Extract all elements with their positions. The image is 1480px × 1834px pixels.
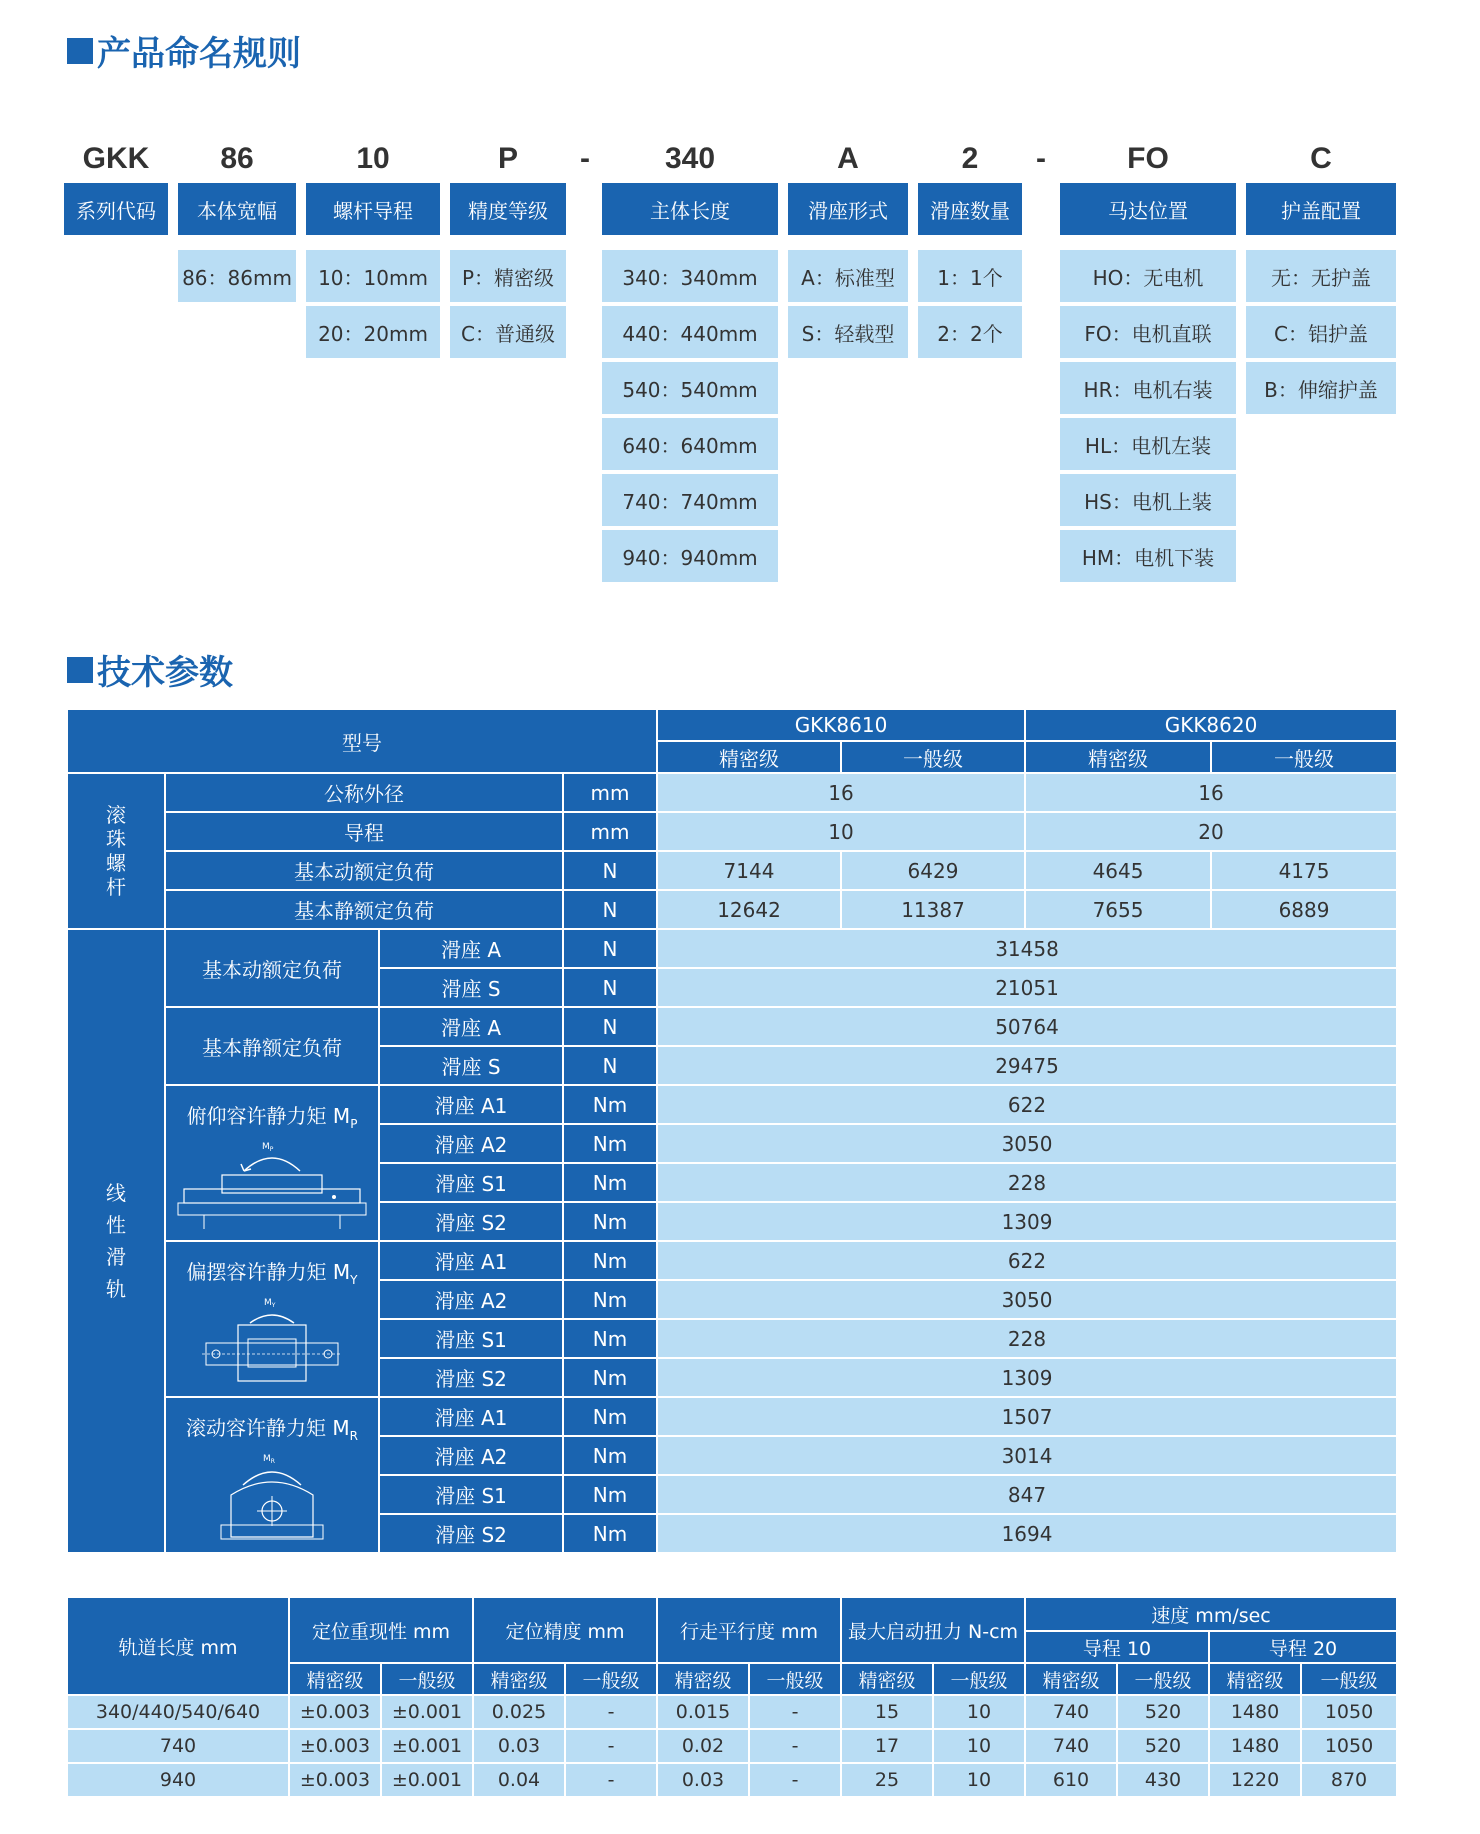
option-motor: HR：电机右装	[1060, 362, 1236, 414]
cell: 1050	[1301, 1729, 1397, 1763]
cell: 0.025	[473, 1695, 565, 1729]
code-lead: 10	[356, 142, 390, 175]
slider-name: 滑座 A2	[379, 1124, 563, 1163]
cell: ±0.001	[381, 1695, 473, 1729]
unit: Nm	[563, 1397, 657, 1436]
option-motor: HS：电机上装	[1060, 474, 1236, 526]
slider-name: 滑座 A2	[379, 1436, 563, 1475]
option-slider-type: S：轻载型	[788, 306, 908, 358]
header-precision: 精度等级	[450, 183, 566, 235]
cell: 15	[841, 1695, 933, 1729]
screw-row-value: 4175	[1211, 851, 1397, 890]
grade-precise: 精密级	[1025, 1663, 1117, 1695]
value: 1507	[657, 1397, 1397, 1436]
value: 228	[657, 1319, 1397, 1358]
screw-row-value: 6889	[1211, 890, 1397, 929]
slider-name: 滑座 S1	[379, 1319, 563, 1358]
roll-moment-diagram-icon	[217, 1449, 327, 1549]
option-length: 340：340mm	[602, 250, 778, 302]
pitch-moment-diagram-icon	[174, 1137, 370, 1237]
cell: 430	[1117, 1763, 1209, 1797]
option-precision: C：普通级	[450, 306, 566, 358]
grade-normal: 一般级	[1117, 1663, 1209, 1695]
value: 3050	[657, 1280, 1397, 1319]
square-bullet-icon	[67, 38, 93, 64]
code-width: 86	[220, 142, 254, 175]
yaw-moment-cell	[165, 1241, 379, 1397]
grade-precise: 精密级	[473, 1663, 565, 1695]
grade-normal: 一般级	[1301, 1663, 1397, 1695]
torque-header: 最大启动扭力 N-cm	[841, 1597, 1025, 1663]
grade-precise: 精密级	[657, 1663, 749, 1695]
screw-row-name: 导程	[165, 812, 563, 851]
option-motor: HO：无电机	[1060, 250, 1236, 302]
value: 228	[657, 1163, 1397, 1202]
slider-name: 滑座 A1	[379, 1397, 563, 1436]
yaw-moment-diagram-icon	[202, 1293, 342, 1393]
rail-length-header: 轨道长度 mm	[67, 1597, 289, 1695]
header-width: 本体宽幅	[178, 183, 296, 235]
pitch-moment-cell	[165, 1085, 379, 1241]
value: 21051	[657, 968, 1397, 1007]
screw-row-value: 20	[1025, 812, 1397, 851]
value: 1309	[657, 1358, 1397, 1397]
table-row	[67, 1763, 1397, 1797]
ballscrew-label: 滚珠螺杆	[67, 773, 165, 929]
cell: ±0.003	[289, 1729, 381, 1763]
grade-precise: 精密级	[657, 741, 841, 773]
accuracy-header: 定位精度 mm	[473, 1597, 657, 1663]
unit: N	[563, 1046, 657, 1085]
cell: -	[565, 1729, 657, 1763]
svg-text:MY: $M_Y$	[264, 1298, 276, 1309]
option-motor: FO：电机直联	[1060, 306, 1236, 358]
value: 847	[657, 1475, 1397, 1514]
unit: N	[563, 1007, 657, 1046]
cell: 1480	[1209, 1729, 1301, 1763]
repeatability-header: 定位重现性 mm	[289, 1597, 473, 1663]
option-length: 440：440mm	[602, 306, 778, 358]
cell: 10	[933, 1695, 1025, 1729]
slider-name: 滑座 A2	[379, 1280, 563, 1319]
yaw-moment-label: 偏摆容许静力矩 $M_Y$	[186, 1260, 358, 1287]
cell: 0.03	[657, 1763, 749, 1797]
cell: ±0.003	[289, 1763, 381, 1797]
slider-name: 滑座 S2	[379, 1514, 563, 1553]
lead10-header: 导程 10	[1025, 1631, 1209, 1663]
lead20-header: 导程 20	[1209, 1631, 1397, 1663]
option-cover: 无：无护盖	[1246, 250, 1396, 302]
cell: 0.04	[473, 1763, 565, 1797]
unit: Nm	[563, 1280, 657, 1319]
header-cover: 护盖配置	[1246, 183, 1396, 235]
slider-name: 滑座 S1	[379, 1163, 563, 1202]
code-series: GKK	[82, 142, 150, 175]
cell: 10	[933, 1763, 1025, 1797]
cell: ±0.001	[381, 1763, 473, 1797]
speed-header: 速度 mm/sec	[1025, 1597, 1397, 1631]
cell: 1050	[1301, 1695, 1397, 1729]
slider-name: 滑座 S	[379, 1046, 563, 1085]
screw-row-value: 16	[657, 773, 1025, 812]
cell: 870	[1301, 1763, 1397, 1797]
grade-precise: 精密级	[1209, 1663, 1301, 1695]
option-width: 86：86mm	[178, 250, 296, 302]
unit: Nm	[563, 1475, 657, 1514]
option-cover: B：伸缩护盖	[1246, 362, 1396, 414]
cell: 610	[1025, 1763, 1117, 1797]
table-row	[67, 1729, 1397, 1763]
option-length: 940：940mm	[602, 530, 778, 582]
static-load-label: 基本静额定负荷	[165, 1007, 379, 1085]
option-length: 640：640mm	[602, 418, 778, 470]
slider-name: 滑座 A1	[379, 1085, 563, 1124]
unit: N	[563, 968, 657, 1007]
cell: 0.03	[473, 1729, 565, 1763]
value: 50764	[657, 1007, 1397, 1046]
screw-row-name: 基本静额定负荷	[165, 890, 563, 929]
screw-row-value: 16	[1025, 773, 1397, 812]
unit: Nm	[563, 1436, 657, 1475]
option-motor: HM：电机下装	[1060, 530, 1236, 582]
cell: ±0.003	[289, 1695, 381, 1729]
svg-text:MP: $M_P$	[262, 1142, 274, 1153]
code-slider-qty: 2	[961, 142, 979, 175]
value: 622	[657, 1085, 1397, 1124]
screw-row-value: 11387	[841, 890, 1025, 929]
grade-normal: 一般级	[841, 741, 1025, 773]
option-motor: HL：电机左装	[1060, 418, 1236, 470]
cell: 25	[841, 1763, 933, 1797]
code-dash: -	[1036, 142, 1046, 175]
screw-row-value: 7655	[1025, 890, 1211, 929]
screw-row-name: 基本动额定负荷	[165, 851, 563, 890]
cell: -	[749, 1729, 841, 1763]
cell: ±0.001	[381, 1729, 473, 1763]
cell: 1480	[1209, 1695, 1301, 1729]
value: 31458	[657, 929, 1397, 968]
grade-precise: 精密级	[289, 1663, 381, 1695]
square-bullet-icon	[67, 657, 93, 683]
grade-normal: 一般级	[749, 1663, 841, 1695]
unit: N	[563, 929, 657, 968]
header-series: 系列代码	[64, 183, 168, 235]
slider-name: 滑座 A1	[379, 1241, 563, 1280]
header-lead: 螺杆导程	[306, 183, 440, 235]
value: 3014	[657, 1436, 1397, 1475]
screw-row-unit: mm	[563, 812, 657, 851]
unit: Nm	[563, 1319, 657, 1358]
code-slider-type: A	[837, 142, 859, 175]
option-slider-qty: 1：1个	[918, 250, 1022, 302]
screw-row-unit: N	[563, 851, 657, 890]
cell: -	[565, 1695, 657, 1729]
model-gkk8610: GKK8610	[657, 709, 1025, 741]
option-slider-type: A：标准型	[788, 250, 908, 302]
cell: 0.015	[657, 1695, 749, 1729]
unit: Nm	[563, 1241, 657, 1280]
value: 622	[657, 1241, 1397, 1280]
roll-moment-cell	[165, 1397, 379, 1553]
grade-normal: 一般级	[381, 1663, 473, 1695]
code-precision: P	[497, 142, 518, 175]
grade-normal: 一般级	[565, 1663, 657, 1695]
screw-row-value: 10	[657, 812, 1025, 851]
screw-row-value: 7144	[657, 851, 841, 890]
grade-precise: 精密级	[1025, 741, 1211, 773]
header-motor: 马达位置	[1060, 183, 1236, 235]
value: 29475	[657, 1046, 1397, 1085]
cell: 17	[841, 1729, 933, 1763]
model-gkk8620: GKK8620	[1025, 709, 1397, 741]
slider-name: 滑座 S	[379, 968, 563, 1007]
spec-table	[66, 708, 1398, 1554]
roll-moment-label: 滚动容许静力矩 $M_R$	[186, 1416, 358, 1443]
value: 3050	[657, 1124, 1397, 1163]
screw-row-value: 6429	[841, 851, 1025, 890]
code-length: 340	[664, 142, 716, 175]
screw-row-value: 4645	[1025, 851, 1211, 890]
naming-rule-title: 产品命名规则	[67, 26, 301, 75]
header-length: 主体长度	[602, 183, 778, 235]
cell: 520	[1117, 1695, 1209, 1729]
unit: Nm	[563, 1514, 657, 1553]
screw-row-value: 12642	[657, 890, 841, 929]
unit: Nm	[563, 1163, 657, 1202]
cell: -	[749, 1763, 841, 1797]
screw-row-name: 公称外径	[165, 773, 563, 812]
cell: 0.02	[657, 1729, 749, 1763]
cell: 520	[1117, 1729, 1209, 1763]
cell: 940	[67, 1763, 289, 1797]
header-slider-qty: 滑座数量	[918, 183, 1022, 235]
slider-name: 滑座 A	[379, 929, 563, 968]
option-lead: 10：10mm	[306, 250, 440, 302]
unit: Nm	[563, 1085, 657, 1124]
unit: Nm	[563, 1202, 657, 1241]
table-row	[67, 1695, 1397, 1729]
dynamic-load-label: 基本动额定负荷	[165, 929, 379, 1007]
slider-name: 滑座 A	[379, 1007, 563, 1046]
cell: -	[749, 1695, 841, 1729]
option-length: 540：540mm	[602, 362, 778, 414]
slider-name: 滑座 S2	[379, 1358, 563, 1397]
option-precision: P：精密级	[450, 250, 566, 302]
svg-text:MR: $M_R$	[263, 1454, 275, 1465]
cell: 740	[67, 1729, 289, 1763]
cell: 340/440/540/640	[67, 1695, 289, 1729]
option-length: 740：740mm	[602, 474, 778, 526]
cell: 10	[933, 1729, 1025, 1763]
cell: -	[565, 1763, 657, 1797]
unit: Nm	[563, 1358, 657, 1397]
option-lead: 20：20mm	[306, 306, 440, 358]
parallelism-header: 行走平行度 mm	[657, 1597, 841, 1663]
cell: 740	[1025, 1729, 1117, 1763]
cell: 1220	[1209, 1763, 1301, 1797]
model-header: 型号	[67, 709, 657, 773]
pitch-moment-label: 俯仰容许静力矩 $M_P$	[186, 1104, 358, 1131]
value: 1309	[657, 1202, 1397, 1241]
unit: Nm	[563, 1124, 657, 1163]
tech-spec-title: 技术参数	[67, 645, 233, 694]
code-dash: -	[580, 142, 590, 175]
grade-precise: 精密级	[841, 1663, 933, 1695]
cell: 740	[1025, 1695, 1117, 1729]
grade-normal: 一般级	[933, 1663, 1025, 1695]
performance-table	[66, 1596, 1398, 1798]
screw-row-unit: N	[563, 890, 657, 929]
screw-row-unit: mm	[563, 773, 657, 812]
header-slider-type: 滑座形式	[788, 183, 908, 235]
grade-normal: 一般级	[1211, 741, 1397, 773]
slider-name: 滑座 S1	[379, 1475, 563, 1514]
code-motor: FO	[1127, 142, 1169, 175]
option-slider-qty: 2：2个	[918, 306, 1022, 358]
option-cover: C：铝护盖	[1246, 306, 1396, 358]
code-cover: C	[1310, 142, 1332, 175]
linear-rail-label: 线性滑轨	[67, 929, 165, 1553]
slider-name: 滑座 S2	[379, 1202, 563, 1241]
value: 1694	[657, 1514, 1397, 1553]
